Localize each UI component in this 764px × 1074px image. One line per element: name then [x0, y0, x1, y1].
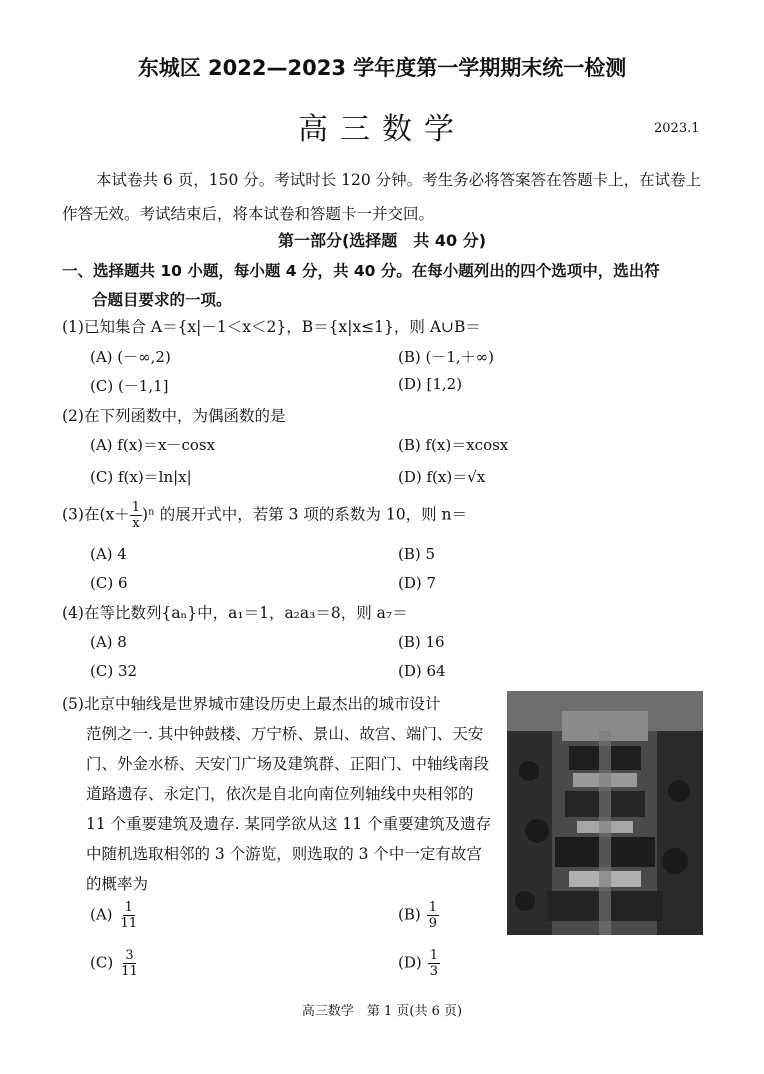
- option-label: (D): [398, 953, 422, 972]
- question-5-stem: [62, 689, 492, 899]
- question-4-option-b: (B) 16: [398, 633, 445, 651]
- question-3-option-b: (B) 5: [398, 545, 436, 563]
- section-instruction: [62, 257, 712, 315]
- question-2-option-b: (B) f(x)＝xcosx: [398, 436, 509, 454]
- question-3-option-d: (D) 7: [398, 574, 437, 592]
- fraction-denominator: 3: [429, 964, 439, 979]
- fraction-numerator: 1: [428, 900, 438, 915]
- option-fraction: [427, 900, 439, 931]
- fraction-numerator: 3: [125, 948, 134, 963]
- option-fraction: [428, 948, 440, 979]
- question-3-stem-pre: (3)在(x＋: [62, 505, 130, 524]
- question-4-option-d: (D) 64: [398, 662, 446, 680]
- fraction-denominator: x: [132, 516, 140, 531]
- section-instruction-line2: 合题目要求的一项。: [92, 291, 232, 309]
- question-2-option-d: (D) f(x)＝√x: [398, 468, 486, 486]
- question-3-stem: [62, 500, 467, 531]
- question-4-option-c: (C) 32: [90, 662, 138, 680]
- question-1-stem: (1)已知集合 A＝{x|－1＜x＜2}，B＝{x|x≤1}，则 A∪B＝: [62, 318, 481, 336]
- question-1-option-b: (B) (－1,＋∞): [398, 348, 495, 366]
- subject-title: 高三数学: [298, 112, 466, 147]
- question-2-stem: (2)在下列函数中，为偶函数的是: [62, 407, 286, 425]
- question-1-option-c: (C) (－1,1]: [90, 377, 169, 395]
- question-3-stem-post: )ⁿ 的展开式中，若第 3 项的系数为 10，则 n＝: [142, 505, 467, 524]
- fraction-numerator: 1: [124, 900, 133, 915]
- part-one-title: 第一部分(选择题 共 40 分): [277, 231, 487, 250]
- forbidden-city-aerial-photo: [507, 691, 703, 935]
- fraction-denominator: 9: [428, 916, 438, 931]
- page-footer: 高三数学 第 1 页(共 6 页): [301, 1004, 463, 1019]
- aerial-photo-illustration: [507, 691, 703, 935]
- option-label: (C): [90, 953, 114, 972]
- fraction-numerator: 1: [131, 500, 141, 515]
- exam-title: 东城区 2022—2023 学年度第一学期期末统一检测: [137, 56, 627, 80]
- question-4-stem: (4)在等比数列{aₙ}中，a₁＝1，a₂a₃＝8，则 a₇＝: [62, 604, 408, 622]
- question-3-option-c: (C) 6: [90, 574, 128, 592]
- question-5-number: (5): [62, 695, 84, 713]
- question-1-option-a: (A) (－∞,2): [90, 348, 171, 366]
- question-2-option-a: (A) f(x)＝x－cosx: [90, 436, 216, 454]
- fraction-denominator: 11: [121, 964, 138, 979]
- fraction-denominator: 11: [120, 916, 138, 931]
- question-3-fraction: [130, 500, 142, 531]
- fraction-numerator: 1: [429, 948, 439, 963]
- exam-instructions: 本试卷共 6 页，150 分。考试时长 120 分钟。考生务必将答案答在答题卡上，在试卷上作答无效。考试结束后，将本试卷和答题卡一并交回。: [62, 171, 702, 223]
- exam-date: 2023.1: [654, 121, 700, 136]
- question-1-option-d: (D) [1,2): [398, 375, 463, 393]
- option-label: (B): [398, 905, 421, 924]
- question-3-option-a: (A) 4: [90, 545, 127, 563]
- question-5-option-a: [90, 900, 139, 931]
- question-5-option-b: [398, 900, 439, 931]
- option-fraction: [119, 900, 140, 931]
- option-label: (A): [90, 905, 113, 924]
- question-5-option-c: [90, 948, 140, 979]
- question-5-line1: 北京中轴线是世界城市建设历史上最杰出的城市设计: [83, 695, 441, 713]
- question-2-option-c: (C) f(x)＝ln|x|: [90, 468, 192, 486]
- question-5-body: 范例之一. 其中钟鼓楼、万宁桥、景山、故宫、端门、天安门、外金水桥、天安门广场及建筑群、正阳门、中轴线南段道路遗存、永定门，依次是自北向南位列轴线中央相邻的 11 个重要建筑及遗存. 某同学欲从这 11 个重要建筑及遗存中随机选取相邻的 3 个游览，则选取的 3 个中一定有故宫的概率为: [86, 725, 492, 893]
- question-5-option-d: [398, 948, 440, 979]
- question-4-option-a: (A) 8: [90, 633, 127, 651]
- option-fraction: [119, 948, 140, 979]
- section-instruction-line1: 一、选择题共 10 小题，每小题 4 分，共 40 分。在每小题列出的四个选项中，选出符: [62, 262, 660, 280]
